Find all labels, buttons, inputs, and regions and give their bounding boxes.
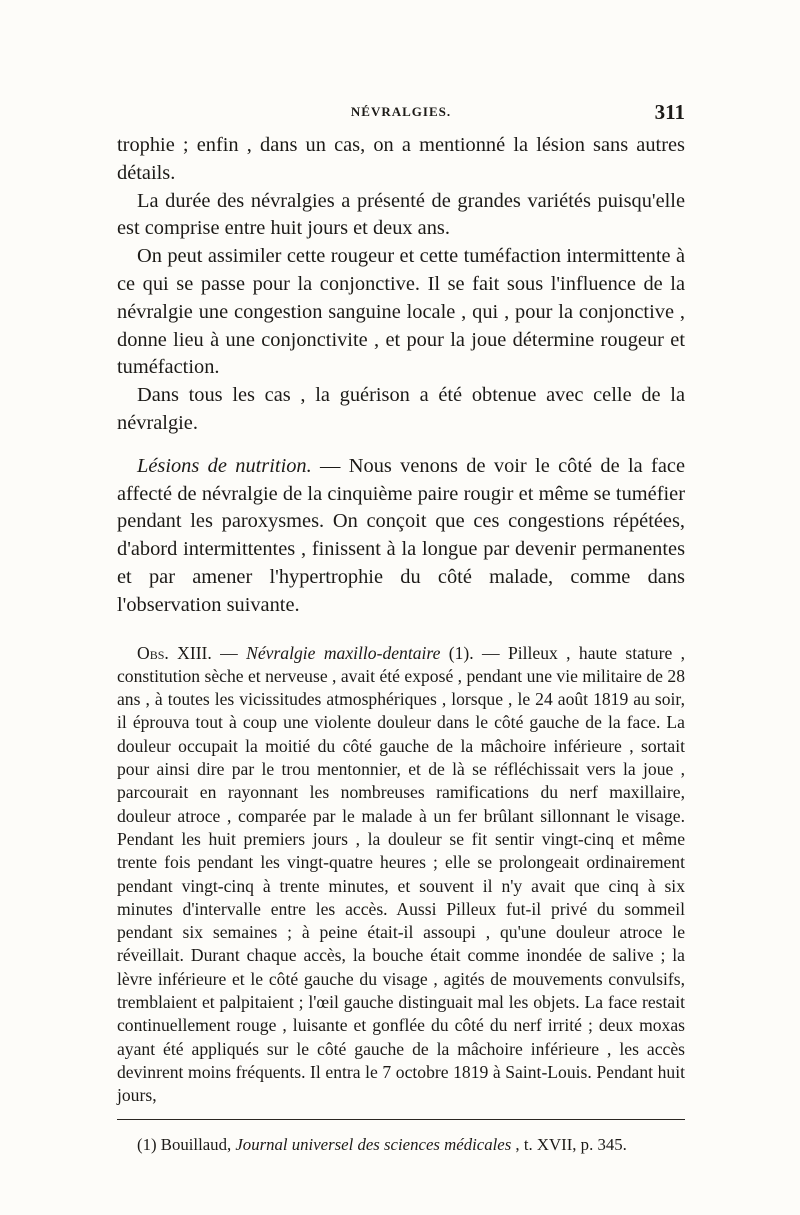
footnote-divider [117,1119,685,1120]
footnote-reference: (1). [440,642,483,663]
footnote [117,1134,685,1156]
section-text: — Nous venons de voir le côté de la face affecté de névralgie de la cinquième paire rougir et même se tuméfier pendant les paroxysmes. On conçoit que ces congestions répétées, d'abord intermittentes , finissent à la longue par devenir permanentes et par amener l'hypertrophie du côté malade, comme dans l'observation suivante. [117,454,685,616]
book-page [117,100,685,1156]
footnote-citation: , t. XVII, p. 345. [511,1135,627,1155]
paragraph-3: On peut assimiler cette rougeur et cette tuméfaction intermittente à ce qui se passe pour la conjonctive. Il se fait sous l'influence de la névralgie une congestion sanguine locale , qui , pour la conjonctive , donne lieu à une conjonctivite , et pour la joue détermine rougeur et tuméfaction. [117,245,685,379]
observation-label: Obs. XIII. [137,642,212,663]
footnote-author: Bouillaud, [160,1135,236,1155]
paragraph-1: trophie ; enfin , dans un cas, on a mentionné la lésion sans autres détails. [117,134,685,184]
observation-text: — Pilleux , haute stature , constitution sèche et nerveuse , avait été exposé , pendant une vie militaire de 28 ans , à toutes les vicissitudes atmosphériques , lorsque , le 24 août 1819 au soir, il éprouva tout à coup une violente douleur dans le côté gauche de la face. La douleur occupait la moitié du côté gauche de la mâchoire inférieure , sortait pour ainsi dire par le trou mentonnier, et de là se réfléchissait vers la joue , parcourait en rayonnant les nombreuses ramifications du nerf maxillaire, douleur atroce , comparée par le malade à un fer brûlant sillonnant le visage. Pendant les huit premiers jours , la douleur se fit sentir vingt-cinq et même trente fois pendant les vingt-quatre heures ; elle se prolongeait ordinairement pendant vingt-cinq à trente minutes, et souvent il n'y avait que cinq à six minutes d'intervalle entre les accès. Aussi Pilleux fut-il privé du sommeil pendant six semaines ; à peine était-il assoupi , qu'une douleur atroce le réveillait. Durant chaque accès, la bouche était comme inondée de salive ; la lèvre inférieure et le côté gauche du visage , agités de mouvements convulsifs, tremblaient et palpitaient ; l'œil gauche distinguait mal les objets. La face restait continuellement rouge , luisante et gonflée du côté du nerf irrité ; deux moxas ayant été appliqués sur le côté gauche de la mâchoire inférieure , les accès devinrent moins fréquents. Il entra le 7 octobre 1819 à Saint-Louis. Pendant huit jours, [117,642,686,1106]
footnote-journal: Journal universel des sciences médicales [235,1135,512,1155]
footnote-marker: (1) [137,1135,161,1155]
paragraph-2: La durée des névralgies a présenté de grandes variétés puisqu'elle est comprise entre huit jours et deux ans. [117,189,685,240]
page-header [117,100,685,130]
observation-title: Névralgie maxillo-dentaire [246,642,441,663]
running-title: NÉVRALGIES. [350,104,452,119]
observation-paragraph [117,642,685,1108]
section-title: Lésions de nutrition. [137,454,312,477]
paragraph-4: Dans tous les cas , la guérison a été obtenue avec celle de la névralgie. [117,384,685,434]
observation-block [117,642,685,1108]
paragraph-5 [117,453,685,620]
main-text [117,132,685,620]
observation-dash: — [211,642,247,663]
page-number: 311 [654,100,685,124]
